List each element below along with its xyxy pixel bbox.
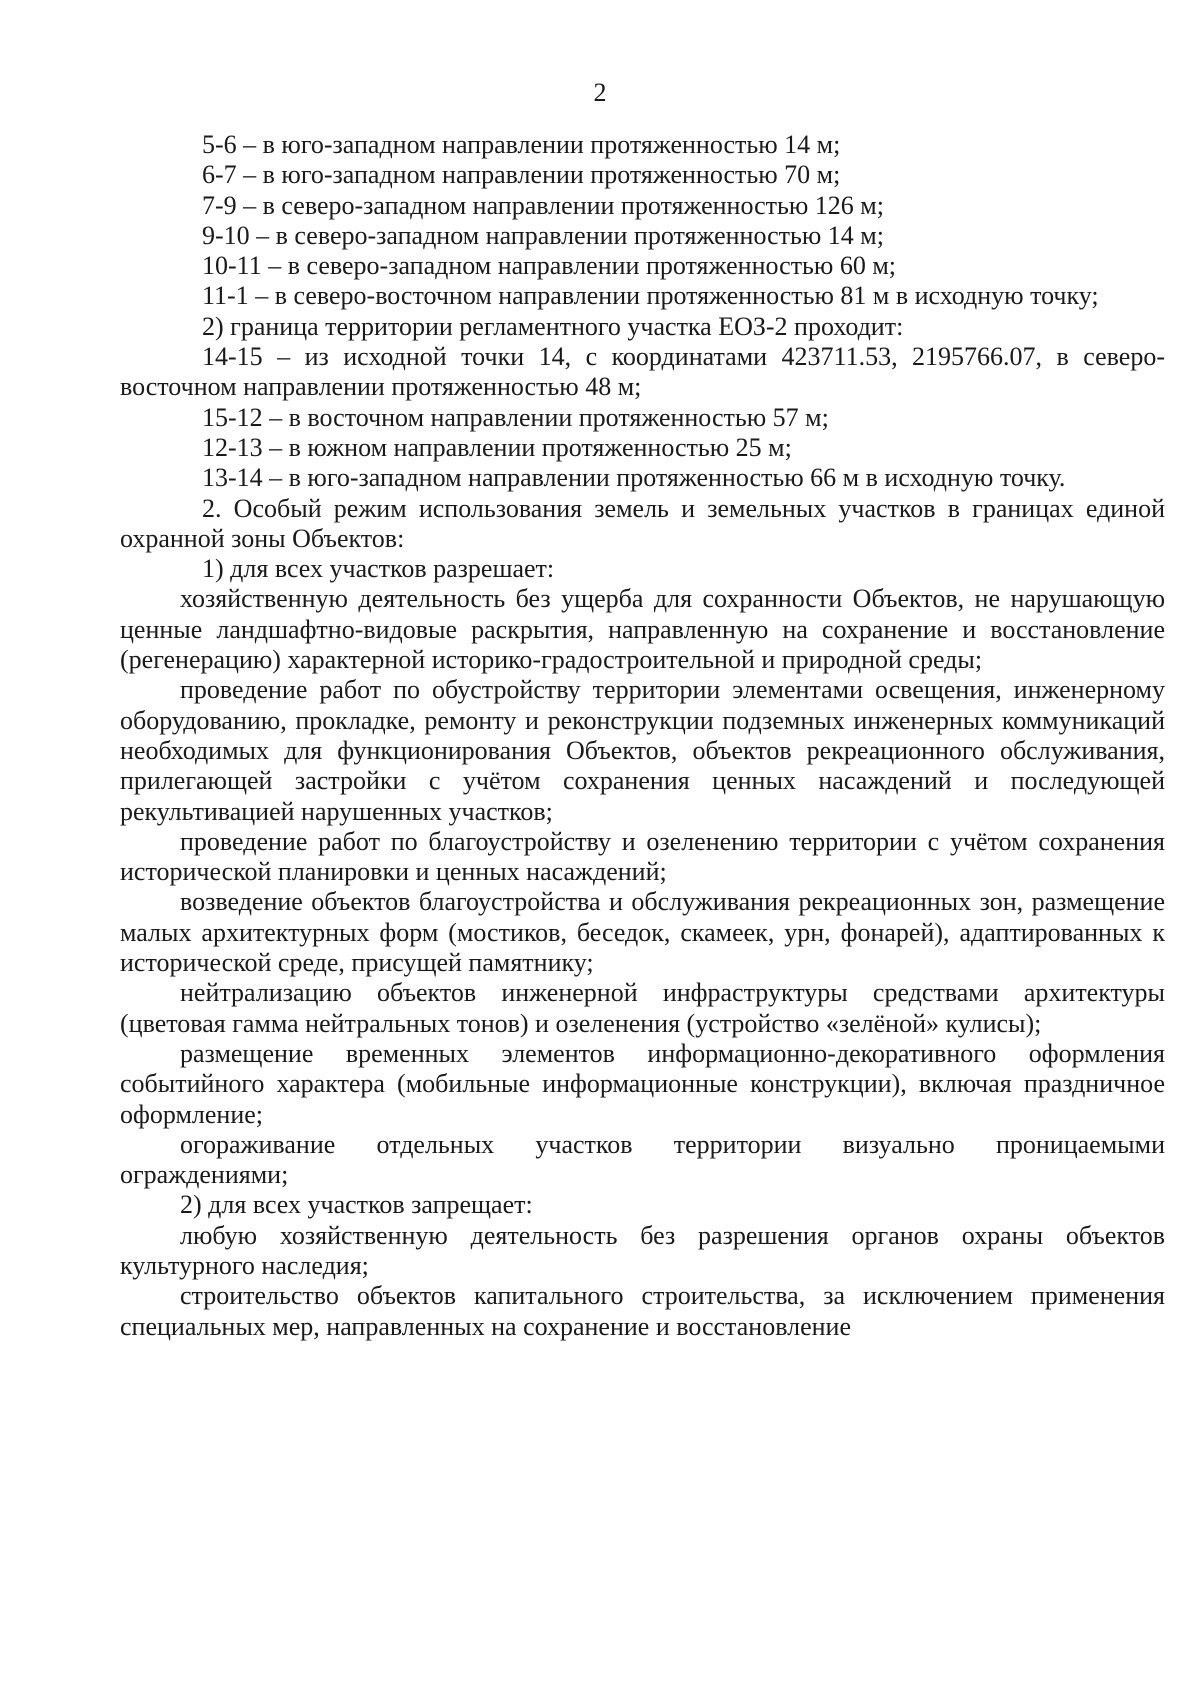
prohibit-unauthorized-activity: любую хозяйственную деятельность без разрешения органов охраны объектов культурного наследия; (120, 1220, 1165, 1280)
segment-6-7: 6-7 – в юго-западном направлении протяженностью 70 м; (202, 160, 841, 190)
permit-neutralization: нейтрализацию объектов инженерной инфраструктуры средствами архитектуры (цветовая гамма нейтральных тонов) и озеленения (устройство «зелёной» кулисы); (120, 978, 1165, 1038)
segment-13-14: 13-14 – в юго-западном направлении протяженностью 66 м в исходную точку. (202, 463, 1066, 493)
permit-engineering-works: проведение работ по обустройству территории элементами освещения, инженерному оборудованию, прокладке, ремонту и реконструкции подземных инженерных коммуникаций необходимых для функционирования Объектов, объектов рекреационного обслуживания, прилегающей застройки с учётом сохранения ценных насаждений и последующей рекультивацией нарушенных участков; (120, 675, 1165, 826)
permit-landscaping: проведение работ по благоустройству и озеленению территории с учётом сохранения исторической планировки и ценных насаждений; (120, 826, 1165, 887)
permit-fencing: огораживание отдельных участков территории визуально проницаемыми ограждениями; (120, 1129, 1165, 1190)
segment-10-11: 10-11 – в северо-западном направлении протяженностью 60 м; (202, 251, 897, 281)
permit-recreation-objects: возведение объектов благоустройства и обслуживания рекреационных зон, размещение малых архитектурных форм (мостиков, беседок, скамеек, урн, фонарей), адаптированных к исторической среде, присущей памятнику; (120, 887, 1165, 978)
segment-9-10: 9-10 – в северо-западном направлении протяженностью 14 м; (202, 220, 884, 250)
permits-heading: 1) для всех участков разрешает: (202, 554, 555, 584)
document-body (120, 130, 1165, 1342)
segment-11-1: 11-1 – в северо-восточном направлении протяженностью 81 м в исходную точку; (202, 281, 1099, 311)
permit-economic-activity: хозяйственную деятельность без ущерба для сохранности Объектов, не нарушающую ценные ландшафтно-видовые раскрытия, направленную на сохранение и восстановление (регенерацию) характерной историко-градостроительной и природной среды; (120, 584, 1165, 675)
permit-temporary-decor: размещение временных элементов информационно-декоративного оформления событийного характера (мобильные информационные конструкции), включая праздничное оформление; (120, 1038, 1165, 1129)
eoz2-boundary-heading: 2) граница территории регламентного участка ЕОЗ-2 проходит: (202, 311, 904, 341)
page-number: 2 (593, 78, 607, 107)
segment-12-13: 12-13 – в южном направлении протяженностью 25 м; (202, 432, 792, 462)
segment-15-12: 15-12 – в восточном направлении протяженностью 57 м; (202, 402, 829, 432)
prohibit-capital-construction: строительство объектов капитального строительства, за исключением применения специальных мер, направленных на сохранение и восстановление (120, 1281, 1165, 1341)
segment-7-9: 7-9 – в северо-западном направлении протяженностью 126 м; (202, 190, 884, 220)
segment-5-6: 5-6 – в юго-западном направлении протяженностью 14 м; (202, 130, 841, 159)
special-regime-heading: 2. Особый режим использования земель и земельных участков в границах единой охранной зоны Объектов: (120, 493, 1165, 553)
prohibits-heading: 2) для всех участков запрещает: (180, 1190, 533, 1220)
segment-14-15: 14-15 – из исходной точки 14, с координатами 423711.53, 2195766.07, в северо-восточном направлении протяженностью 48 м; (120, 342, 1165, 402)
